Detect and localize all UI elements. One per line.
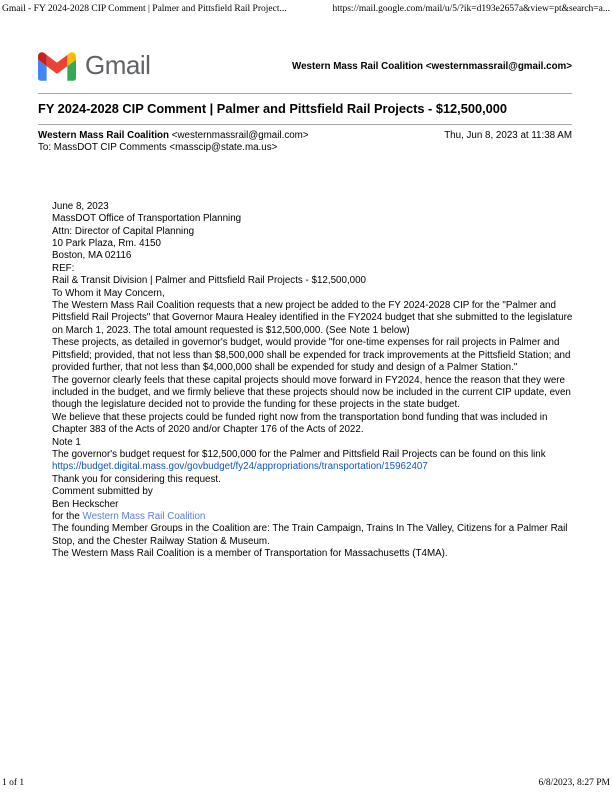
- signature-prefix: for the: [52, 510, 83, 522]
- address-line: Boston, MA 02116: [52, 250, 132, 262]
- t4ma-paragraph: The Western Mass Rail Coalition is a member of Transportation for Massachusetts (T4MA).: [52, 548, 448, 560]
- message-date: Thu, Jun 8, 2023 at 11:38 AM: [444, 130, 572, 141]
- from-email: <westernmassrail@gmail.com>: [169, 130, 309, 141]
- note-text: The governor's budget request for $12,500,000 for the Palmer and Pittsfield Rail Projects can be found on this link: [52, 448, 546, 460]
- gmail-header: [38, 50, 572, 82]
- note-block: [52, 437, 575, 474]
- print-header-url: https://mail.google.com/mail/u/5/?ik=d193e2657a&view=pt&search=a...: [332, 4, 610, 14]
- address-line: MassDOT Office of Transportation Planning: [52, 213, 242, 225]
- subject-line: FY 2024-2028 CIP Comment | Palmer and Pittsfield Rail Projects - $12,500,000: [38, 101, 507, 116]
- footer-page-number: 1 of 1: [2, 778, 25, 788]
- message-meta-row: [38, 130, 572, 142]
- to-line: To: MassDOT CIP Comments <masscip@state.ma.us>: [38, 142, 278, 154]
- coalition-link[interactable]: Western Mass Rail Coalition: [82, 510, 206, 522]
- founding-paragraph: The founding Member Groups in the Coalition are: The Train Campaign, Trains In The Valley, Citizens for a Palmer Rail Stop, and the Chester Railway Station & Museum.: [52, 523, 568, 547]
- budget-link[interactable]: https://budget.digital.mass.gov/govbudget/fy24/appropriations/transportation/15962407: [52, 461, 428, 473]
- letter-body: [52, 201, 575, 561]
- print-header-title: Gmail - FY 2024-2028 CIP Comment | Palmer and Pittsfield Rail Project...: [2, 4, 287, 14]
- signature-line: [52, 511, 575, 523]
- note-heading: Note 1: [52, 436, 81, 448]
- divider-subject: [38, 124, 572, 125]
- ref-label: REF:: [52, 262, 75, 274]
- account-header: Western Mass Rail Coalition <westernmassrail@gmail.com>: [292, 60, 572, 72]
- body-paragraph: We believe that these projects could be funded right now from the transportation bond funding that was included in Chapter 383 of the Acts of 2020 and/or Chapter 176 of the Acts of 2022.: [52, 411, 548, 436]
- divider-top: [38, 93, 572, 94]
- thanks-line: Thank you for considering this request.: [52, 473, 221, 485]
- signature-name: Ben Heckscher: [52, 498, 119, 510]
- gmail-logo: [38, 52, 150, 81]
- ref-block: [52, 263, 575, 288]
- recipient-address-block: [52, 213, 575, 263]
- gmail-logo-text: Gmail: [85, 50, 151, 80]
- letter-date: June 8, 2023: [52, 200, 109, 212]
- body-paragraph: These projects, as detailed in governor's budget, would provide "for one-time expenses for rail projects in Palmer and Pittsfield; provided, that not less than $8,500,000 shall be expended for track improvements at the Pittsfield Station; and provided further, that not less than $4,000,000 shall be expended for study and design of a Palmer Station.": [52, 337, 571, 374]
- gmail-logo-icon: [38, 52, 76, 81]
- body-paragraph: The Western Mass Rail Coalition requests that a new project be added to the FY 2024-2028 CIP for the "Palmer and Pittsfield Rail Projects" that Governor Maura Healey identified in the FY2024 budget that she submitted to the legislature on March 1, 2023. The total amount requested is $12,500,000. (See Note 1 below): [52, 300, 573, 336]
- from-name: Western Mass Rail Coalition: [38, 130, 170, 141]
- ref-line: Rail & Transit Division | Palmer and Pittsfield Rail Projects - $12,500,000: [52, 275, 367, 287]
- signature-block: [52, 499, 575, 524]
- salutation: To Whom it May Concern,: [52, 287, 165, 299]
- comment-submitted-line: Comment submitted by: [52, 486, 153, 498]
- address-line: Attn: Director of Capital Planning: [52, 225, 195, 237]
- address-line: 10 Park Plaza, Rm. 4150: [52, 238, 161, 250]
- email-content: [38, 50, 572, 561]
- print-footer: [2, 778, 610, 788]
- body-paragraph: The governor clearly feels that these capital projects should move forward in FY2024, hence the reason that they were included in the budget, and we firmly believe that these projects should now be included in the current CIP update, even though the legislature decided not to provide the funding for these projects in the state budget.: [52, 374, 571, 411]
- footer-datetime: 6/8/2023, 8:27 PM: [538, 778, 610, 788]
- from-line: [38, 130, 309, 142]
- print-header: [2, 4, 610, 14]
